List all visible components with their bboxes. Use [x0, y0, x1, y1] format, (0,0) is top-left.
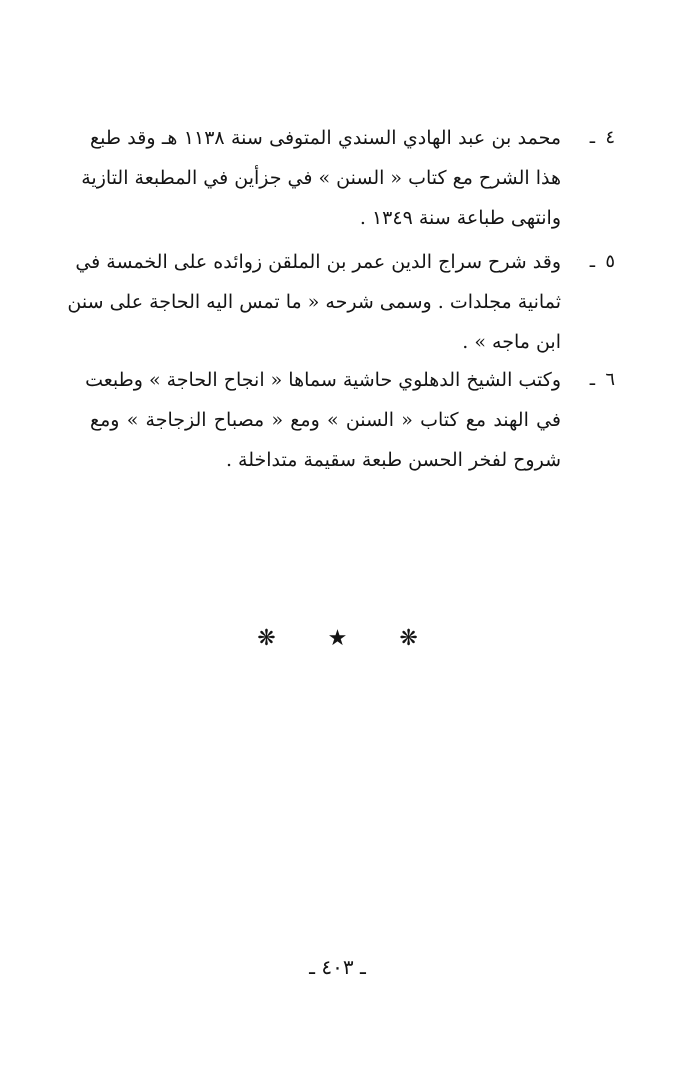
entry-text-line: هذا الشرح مع كتاب « السنن » في جزأين في المطبعة التازية — [81, 167, 561, 189]
entry-text-line: محمد بن عبد الهادي السندي المتوفى سنة ١١٣٨ هـ وقد طبع — [90, 127, 562, 149]
entry-text-line: وقد شرح سراج الدين عمر بن الملقن زوائده على الخمسة في — [75, 251, 561, 273]
asterism-left-icon: ❋ — [257, 626, 276, 651]
entry-line — [90, 400, 615, 440]
entry-line — [67, 282, 615, 322]
entry-number: ٤ — [605, 127, 615, 148]
page-number: ـ ٤٠٣ ـ — [309, 955, 366, 979]
entry-text-line: ابن ماجه » . — [462, 331, 561, 353]
entry-text-line: ثمانية مجلدات . وسمى شرحه « ما تمس اليه الحاجة على سنن — [67, 291, 561, 313]
entry-line — [75, 242, 615, 282]
footnote-entry-5 — [67, 242, 615, 362]
entry-line — [90, 440, 615, 480]
entry-line — [81, 158, 615, 198]
asterism-right-icon: ❋ — [399, 626, 418, 651]
entry-dash: ـ — [589, 127, 595, 148]
entry-line — [90, 118, 615, 158]
footnote-entry-6 — [85, 360, 615, 480]
entry-dash: ـ — [589, 251, 595, 272]
entry-number: ٥ — [605, 251, 615, 272]
entry-text-line: شروح لفخر الحسن طبعة سقيمة متداخلة . — [225, 449, 561, 471]
entry-line — [90, 322, 615, 362]
entry-line — [90, 198, 615, 238]
footnote-entry-4 — [81, 118, 615, 238]
entry-number: ٦ — [605, 369, 615, 390]
entry-text-line: وانتهى طباعة سنة ١٣٤٩ . — [359, 207, 561, 229]
entry-text-line: في الهند مع كتاب « السنن » ومع « مصباح الزجاجة » ومع — [90, 409, 561, 431]
section-separator — [0, 622, 675, 656]
entry-text-line: وكتب الشيخ الدهلوي حاشية سماها « انجاح الحاجة » وطبعت — [85, 369, 561, 391]
entry-dash: ـ — [589, 369, 595, 390]
asterism-star-icon: ★ — [327, 626, 348, 651]
entry-line — [85, 360, 615, 400]
